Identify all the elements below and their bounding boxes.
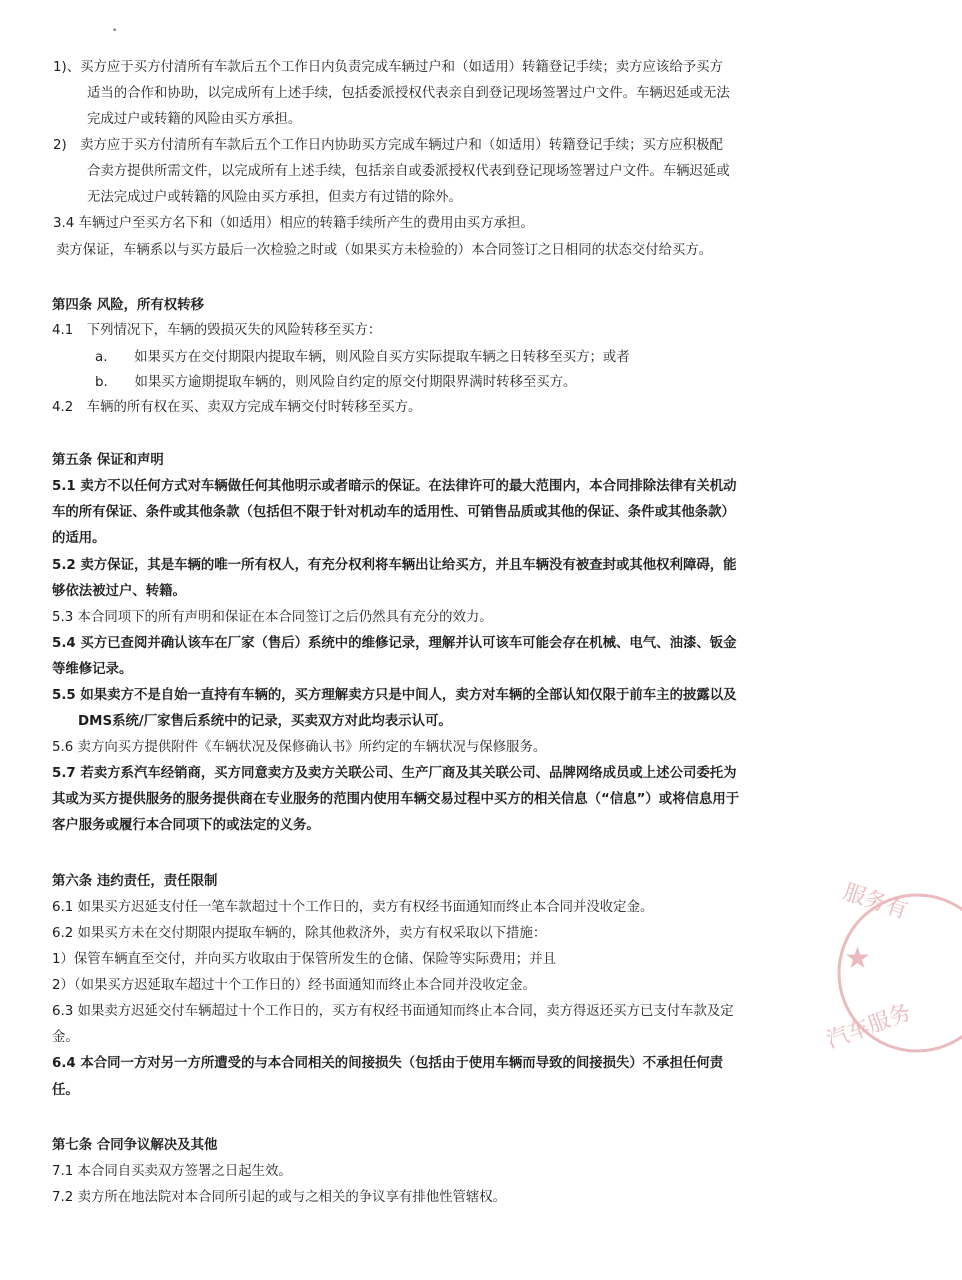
clause-4-2: 4.2 车辆的所有权在买、卖双方完成车辆交付时转移至买方。 (52, 400, 422, 415)
clause-5-2-line-2: 够依法被过户、转籍。 (52, 584, 186, 599)
clause-6-1: 6.1 如果买方迟延支付任一笔车款超过十个工作日的，卖方有权经书面通知而终止本合同并没收定金。 (52, 900, 654, 915)
clause-5-4-line-2: 等维修记录。 (52, 662, 133, 677)
clause-3-3-item-1-line-2: 适当的合作和协助，以完成所有上述手续，包括委派授权代表亲自到登记现场签署过户文件。车辆迟延或无法 (87, 86, 730, 101)
clause-6-4-line-2: 任。 (52, 1083, 79, 1098)
clause-5-1-line-2: 车的所有保证、条件或其他条款（包括但不限于针对机动车的适用性、可销售品质或其他的保证、条件或其他条款） (52, 505, 735, 520)
clause-3-5: 卖方保证，车辆系以与买方最后一次检验之时或（如果买方未检验的）本合同签订之日相同的状态交付给买方。 (56, 243, 713, 258)
clause-5-6: 5.6 卖方向买方提供附件《车辆状况及保修确认书》所约定的车辆状况与保修服务。 (52, 740, 547, 755)
clause-6-3-line-2: 金。 (52, 1030, 79, 1045)
section-heading-7: 第七条 合同争议解决及其他 (52, 1138, 218, 1153)
clause-3-3-item-1-line-3: 完成过户或转籍的风险由买方承担。 (87, 112, 302, 127)
company-seal-stamp (822, 858, 962, 1088)
svg-text:★: ★ (844, 941, 871, 976)
clause-5-7-line-2: 其或为买方提供服务的服务提供商在专业服务的范围内使用车辆交易过程中买方的相关信息（“信息”）或将信息用于 (52, 792, 740, 807)
clause-4-1-b: b. 如果买方逾期提取车辆的，则风险自约定的原交付期限界满时转移至买方。 (95, 375, 577, 390)
clause-5-7-line-3: 客户服务或履行本合同项下的或法定的义务。 (52, 818, 320, 833)
page-top-mark: • (112, 26, 118, 36)
clause-7-2: 7.2 卖方所在地法院对本合同所引起的或与之相关的争议享有排他性管辖权。 (52, 1190, 507, 1205)
clause-5-5-line-1: 5.5 如果卖方不是自始一直持有车辆的，买方理解卖方只是中间人，卖方对车辆的全部认知仅限于前车主的披露以及 (52, 688, 737, 703)
clause-6-3-line-1: 6.3 如果卖方迟延交付车辆超过十个工作日的，买方有权经书面通知而终止本合同，卖方得返还买方已支付车款及定 (52, 1004, 734, 1019)
clause-3-3-item-1-line-1: 1)、买方应于买方付清所有车款后五个工作日内负责完成车辆过户和（如适用）转籍登记手续；卖方应该给予买方 (53, 60, 723, 75)
clause-6-2-item-2: 2）（如果买方迟延取车超过十个工作日的）经书面通知而终止本合同并没收定金。 (52, 978, 536, 993)
svg-text:汽车服务: 汽车服务 (823, 1000, 915, 1054)
clause-5-5-line-2: DMS系统/厂家售后系统中的记录，买卖双方对此均表示认可。 (78, 714, 452, 729)
clause-5-4-line-1: 5.4 买方已查阅并确认该车在厂家（售后）系统中的维修记录，理解并认可该车可能会存在机械、电气、油漆、钣金 (52, 636, 737, 651)
clause-6-2: 6.2 如果买方未在交付期限内提取车辆的，除其他救济外，卖方有权采取以下措施： (52, 926, 547, 941)
svg-text:服务有: 服务有 (840, 879, 911, 925)
clause-4-1-a: a. 如果买方在交付期限内提取车辆，则风险自买方实际提取车辆之日转移至买方；或者 (95, 350, 630, 365)
clause-5-7-line-1: 5.7 若卖方系汽车经销商，买方同意卖方及卖方关联公司、生产厂商及其关联公司、品牌网络成员或上述公司委托为 (52, 766, 737, 781)
clause-6-4-line-1: 6.4 本合同一方对另一方所遭受的与本合同相关的间接损失（包括由于使用车辆而导致的间接损失）不承担任何责 (52, 1056, 724, 1071)
section-heading-6: 第六条 违约责任，责任限制 (52, 874, 218, 889)
clause-3-3-item-2-line-1: 2) 卖方应于买方付清所有车款后五个工作日内协助买方完成车辆过户和（如适用）转籍登记手续；买方应积极配 (53, 138, 723, 153)
clause-3-3-item-2-line-2: 合卖方提供所需文件，以完成所有上述手续，包括亲自或委派授权代表到登记现场签署过户文件。车辆迟延或 (87, 164, 730, 179)
clause-3-4: 3.4 车辆过户至买方名下和（如适用）相应的转籍手续所产生的费用由买方承担。 (53, 216, 534, 231)
clause-3-3-item-2-line-3: 无法完成过户或转籍的风险由买方承担，但卖方有过错的除外。 (87, 190, 462, 205)
clause-5-3: 5.3 本合同项下的所有声明和保证在本合同签订之后仍然具有充分的效力。 (52, 610, 493, 625)
clause-6-2-item-1: 1）保管车辆直至交付，并向买方收取由于保管所发生的仓储、保险等实际费用；并且 (52, 952, 556, 967)
clause-5-2-line-1: 5.2 卖方保证，其是车辆的唯一所有权人，有充分权利将车辆出让给买方，并且车辆没有被查封或其他权利障碍，能 (52, 558, 737, 573)
clause-4-1: 4.1 下列情况下，车辆的毁损灭失的风险转移至买方： (52, 323, 382, 338)
section-heading-5: 第五条 保证和声明 (52, 453, 164, 468)
section-heading-4: 第四条 风险，所有权转移 (52, 298, 204, 313)
clause-7-1: 7.1 本合同自买卖双方签署之日起生效。 (52, 1164, 292, 1179)
clause-5-1-line-1: 5.1 卖方不以任何方式对车辆做任何其他明示或者暗示的保证。在法律许可的最大范围内，本合同排除法律有关机动 (52, 479, 737, 494)
clause-5-1-line-3: 的适用。 (52, 531, 106, 546)
